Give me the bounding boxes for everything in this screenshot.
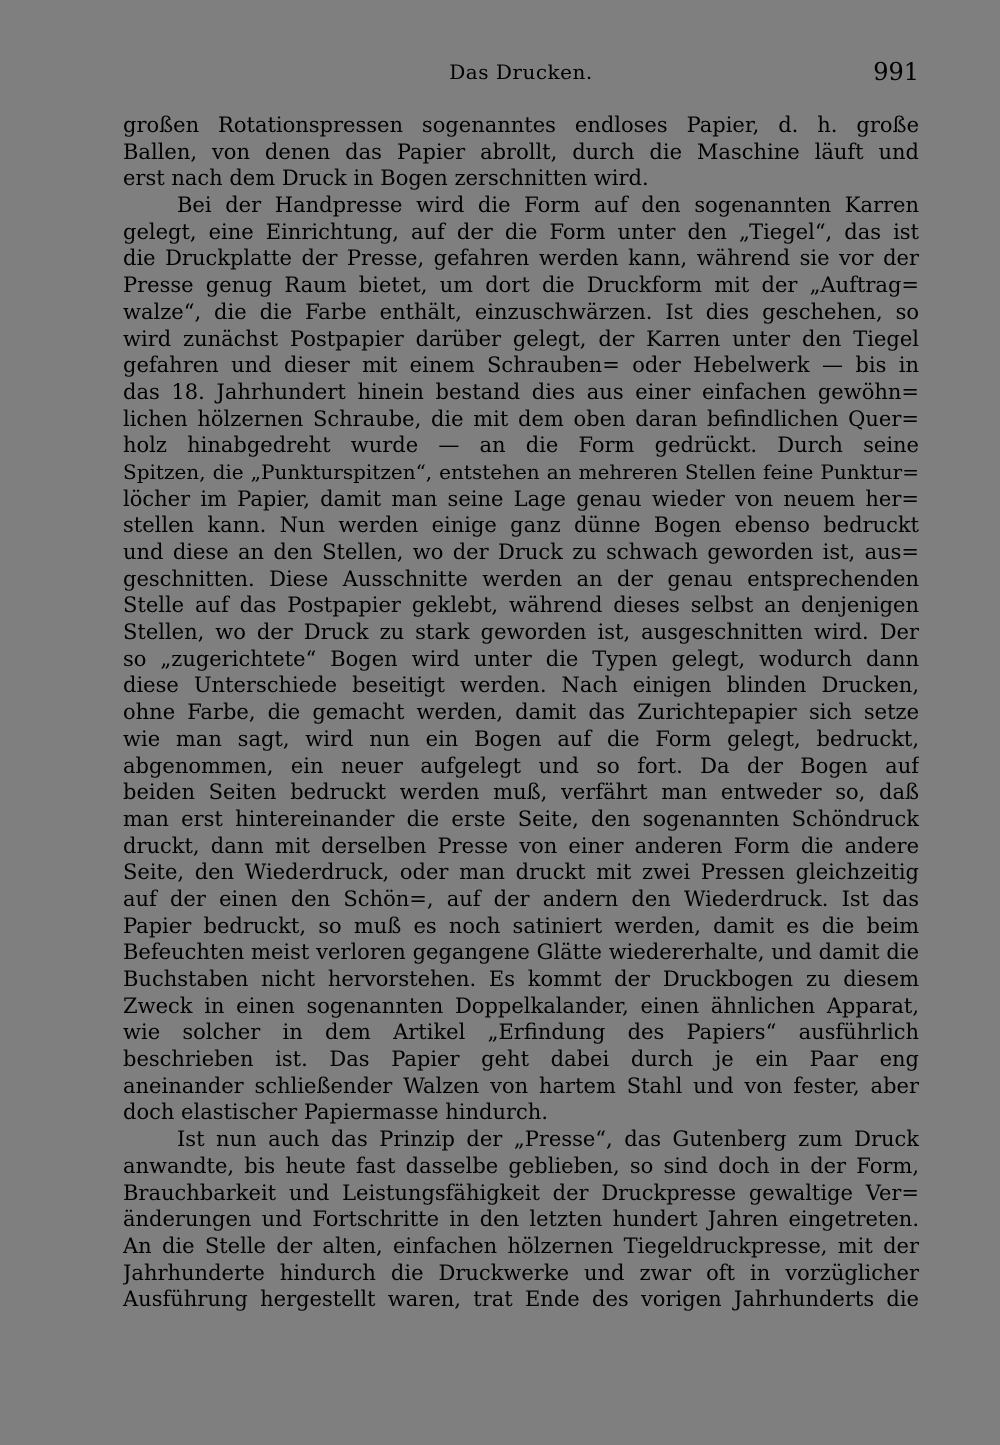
text-line: wie man sagt, wird nun ein Bogen auf die Form gelegt, bedruckt, (123, 726, 919, 751)
text-line: beschrieben ist. Das Papier geht dabei durch je ein Paar eng (123, 1047, 919, 1072)
text-line: Jahrhunderte hindurch die Druckwerke und zwar oft in vorzüglicher (123, 1260, 919, 1285)
text-line: Presse genug Raum bietet, um dort die Druckform mit der „Auftrag= (123, 273, 919, 298)
text-line: Brauchbarkeit und Leistungsfähigkeit der Druckpresse gewaltige Ver= (123, 1180, 919, 1205)
text-line: geschnitten. Diese Ausschnitte werden an der genau entsprechenden (123, 566, 919, 591)
running-title: Das Drucken. (449, 60, 593, 84)
text-line: An die Stelle der alten, einfachen hölzernen Tiegeldruckpresse, mit der (123, 1233, 919, 1258)
text-line: Befeuchten meist verloren gegangene Glätte wiedererhalte, und damit die (123, 940, 919, 965)
text-line: druckt, dann mit derselben Presse von einer anderen Form die andere (123, 833, 919, 858)
text-line: doch elastischer Papiermasse hindurch. (123, 1100, 549, 1125)
text-line: Ballen, von denen das Papier abrollt, durch die Maschine läuft und (123, 139, 919, 164)
text-line: Bei der Handpresse wird die Form auf den sogenannten Karren (177, 193, 919, 218)
text-line: Stellen, wo der Druck zu stark geworden ist, ausgeschnitten wird. Der (123, 620, 919, 645)
text-line: Buchstaben nicht hervorstehen. Es kommt der Druckbogen zu diesem (123, 967, 919, 991)
text-line: aneinander schließender Walzen von hartem Stahl und von fester, aber (123, 1073, 919, 1098)
text-line: wird zunächst Postpapier darüber gelegt, der Karren unter den Tiegel (123, 326, 919, 351)
text-line: Ausführung hergestellt waren, trat Ende des vorigen Jahrhunderts die (123, 1287, 919, 1312)
text-line: großen Rotationspressen sogenanntes endloses Papier, d. h. große (123, 113, 919, 137)
text-line: diese Unterschiede beseitigt werden. Nach einigen blinden Drucken, (123, 673, 919, 698)
text-line: holz hinabgedreht wurde — an die Form gedrückt. Durch seine (123, 433, 919, 458)
text-line: lichen hölzernen Schraube, die mit dem oben daran befindlichen Quer= (123, 406, 919, 431)
text-line: Spitzen, die „Punkturspitzen“, entstehen an mehreren Stellen feine Punktur= (123, 459, 919, 484)
text-line: löcher im Papier, damit man seine Lage genau wieder von neuem her= (123, 486, 919, 511)
text-line: gefahren und dieser mit einem Schrauben= oder Hebelwerk — bis in (123, 353, 919, 378)
text-line: anwandte, bis heute fast dasselbe geblieben, so sind doch in der Form, (123, 1153, 919, 1178)
page-number: 991 (873, 58, 919, 86)
text-line: erst nach dem Druck in Bogen zerschnitten wird. (123, 166, 649, 191)
text-line: beiden Seiten bedruckt werden muß, verfährt man entweder so, daß (123, 780, 919, 805)
text-line: Ist nun auch das Prinzip der „Presse“, das Gutenberg zum Druck (177, 1127, 919, 1152)
text-line: Seite, den Wiederdruck, oder man druckt mit zwei Pressen gleichzeitig (123, 860, 919, 885)
text-line: walze“, die die Farbe enthält, einzuschwärzen. Ist dies geschehen, so (123, 299, 919, 324)
text-line: gelegt, eine Einrichtung, auf der die Form unter den „Tiegel“, das ist (123, 219, 919, 244)
text-line: Papier bedruckt, so muß es noch satiniert werden, damit es die beim (123, 913, 919, 938)
text-line: so „zugerichtete“ Bogen wird unter die Typen gelegt, wodurch dann (123, 646, 919, 671)
text-line: Stelle auf das Postpapier geklebt, während dieses selbst an denjenigen (123, 593, 919, 618)
text-line: abgenommen, ein neuer aufgelegt und so fort. Da der Bogen auf (123, 753, 919, 778)
text-line: stellen kann. Nun werden einige ganz dünne Bogen ebenso bedruckt (123, 513, 919, 538)
text-line: wie solcher in dem Artikel „Erfindung des Papiers“ ausführlich (123, 1020, 919, 1045)
page-header (123, 58, 919, 88)
text-line: Zweck in einen sogenannten Doppelkalander, einen ähnlichen Apparat, (123, 993, 919, 1018)
text-line: das 18. Jahrhundert hinein bestand dies aus einer einfachen gewöhn= (123, 379, 919, 404)
body-text (123, 112, 919, 1313)
text-line: ohne Farbe, die gemacht werden, damit das Zurichtepapier sich setze (123, 700, 919, 725)
text-line: die Druckplatte der Presse, gefahren werden kann, während sie vor der (123, 246, 919, 271)
text-line: man erst hintereinander die erste Seite, den sogenannten Schöndruck (123, 806, 919, 831)
text-line: und diese an den Stellen, wo der Druck zu schwach geworden ist, aus= (123, 540, 919, 564)
text-line: auf der einen den Schön=, auf der andern den Wiederdruck. Ist das (123, 886, 919, 911)
text-line: änderungen und Fortschritte in den letzten hundert Jahren eingetreten. (123, 1207, 919, 1232)
